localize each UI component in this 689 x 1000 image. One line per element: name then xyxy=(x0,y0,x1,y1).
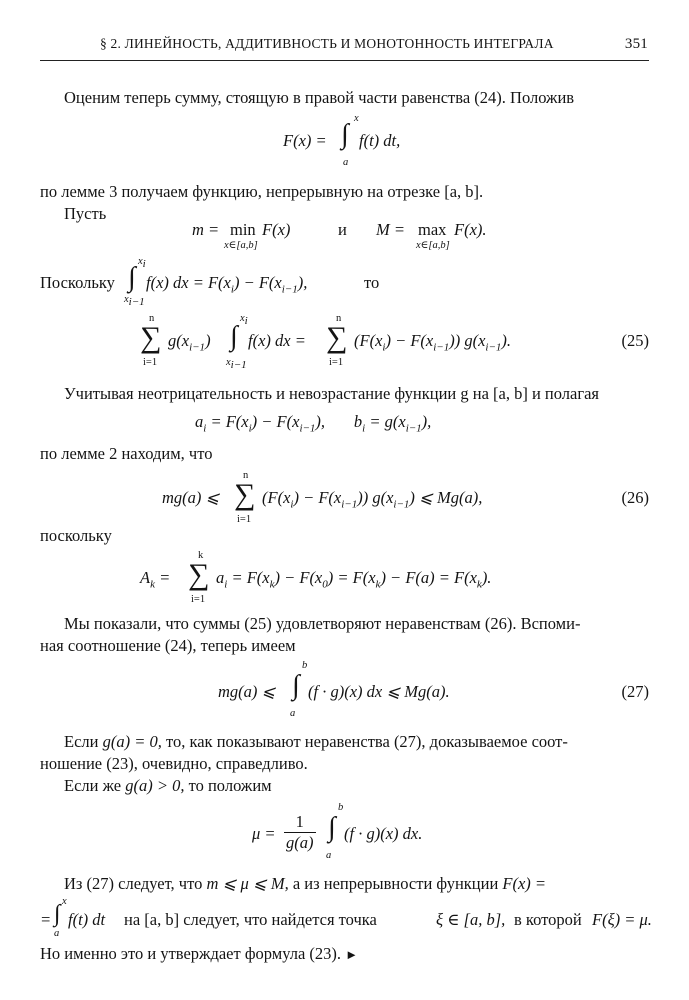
formula-26: mg(a) ⩽ n ∑ i=1 $(F(x_i) - F(x_{i-1}))$ $g(x_{i-1})$ ⩽ Mg(a), xyxy=(162,470,483,525)
page-number: 351 xyxy=(624,36,648,52)
paragraph-11: Из (27) следует, что m ⩽ μ ⩽ M, а из непрерывности функции F(x) = xyxy=(64,874,547,893)
equation-number-25: (25) xyxy=(621,331,649,350)
p9-lead: Если xyxy=(64,732,99,751)
p12-mid: на [a, b] следует, что найдется точка xyxy=(124,910,377,929)
since-lead: Поскольку xyxy=(40,273,115,292)
paragraph-9-line-1: Если g(a) = 0, то, как показывают неравенства (27), доказываемое соот- xyxy=(64,732,568,751)
formula-F-definition: F(x) = ∫ x a f(t) dt, xyxy=(283,113,401,168)
paragraph-6: по лемме 2 находим, что xyxy=(40,444,213,463)
paragraph-9-line-2: ношение (23), очевидно, справедливо. xyxy=(40,754,308,773)
end-of-proof-mark: ► xyxy=(345,947,359,962)
paragraph-13 xyxy=(40,944,358,965)
since-tail: то xyxy=(364,273,380,292)
paragraph-7: поскольку xyxy=(40,526,112,545)
equation-number-27: (27) xyxy=(621,682,649,701)
paragraph-10: Если же g(a) > 0, то положим xyxy=(64,776,272,795)
header-rule xyxy=(40,60,649,61)
p11-mid: а из непрерывности функции xyxy=(292,874,499,893)
paragraph-8-line-1: Мы показали, что суммы (25) удовлетворяют неравенствам (26). Вспоми- xyxy=(64,614,581,633)
paragraph-8-line-2: ная соотношение (24), теперь имеем xyxy=(40,636,296,655)
formula-Ak: $A_k$ = k ∑ i=1 $a_i = F(x_k) - F(x_0) = F(x_k) - F(a) = F(x_k)$. xyxy=(140,550,492,605)
and-word: и xyxy=(338,220,347,239)
running-title: § 2. ЛИНЕЙНОСТЬ, АДДИТИВНОСТЬ И МОНОТОННОСТЬ ИНТЕГРАЛА xyxy=(100,36,554,51)
p11-lead: Из (27) следует, что xyxy=(64,874,203,893)
paragraph-5: Учитывая неотрицательность и невозрастание функции g на [a, b] и полагая xyxy=(64,384,600,403)
p10-tail: то положим xyxy=(188,776,272,795)
p9-mid: то, как показывают неравенства (27), доказываемое соот- xyxy=(165,732,568,751)
p10-lead: Если же xyxy=(64,776,122,795)
formula-since: Поскольку ∫ $x_i$ $x_{i-1}$ f(x) dx = $F(x_i) - F(x_{i-1})$, то xyxy=(40,256,380,309)
paragraph-3: Пусть xyxy=(64,204,107,223)
formula-mu: μ = $\frac{1}{g(a)}$ ∫ b a (f · g)(x) dx. xyxy=(252,802,423,861)
paragraph-12: = ∫ x a f(t) dt на [a, b] следует, что найдется точка ξ ∈ [a, b], в которой F(ξ) = μ. xyxy=(40,896,652,939)
paragraph-2: по лемме 3 получаем функцию, непрерывную на отрезке [a, b]. xyxy=(40,182,484,201)
p13-text: Но именно это и утверждает формула (23). xyxy=(40,944,342,963)
equation-number-26: (26) xyxy=(621,488,649,507)
formula-min-max: m = min x∈[a,b] F(x) и M = max x∈[a,b] F(x). xyxy=(192,220,487,251)
formula-27: mg(a) ⩽ ∫ b a (f · g)(x) dx ⩽ Mg(a). xyxy=(218,660,450,719)
formula-ai-bi: $a_i = F(x_i) - F(x_{i-1})$, $b_i = g(x_{i-1})$, xyxy=(195,412,432,435)
formula-25: n ∑ i=1 $g(x_{i-1})$ ∫ $x_i$ $x_{i-1}$ f(x) dx = n ∑ i=1 $(F(x_i) - F(x_{i-1}))$ $g(x_{i-1})$. xyxy=(140,313,512,372)
paragraph-1: Оценим теперь сумму, стоящую в правой части равенства (24). Положив xyxy=(64,88,575,107)
p12-mid2: в которой xyxy=(514,910,582,929)
running-header xyxy=(100,36,648,52)
